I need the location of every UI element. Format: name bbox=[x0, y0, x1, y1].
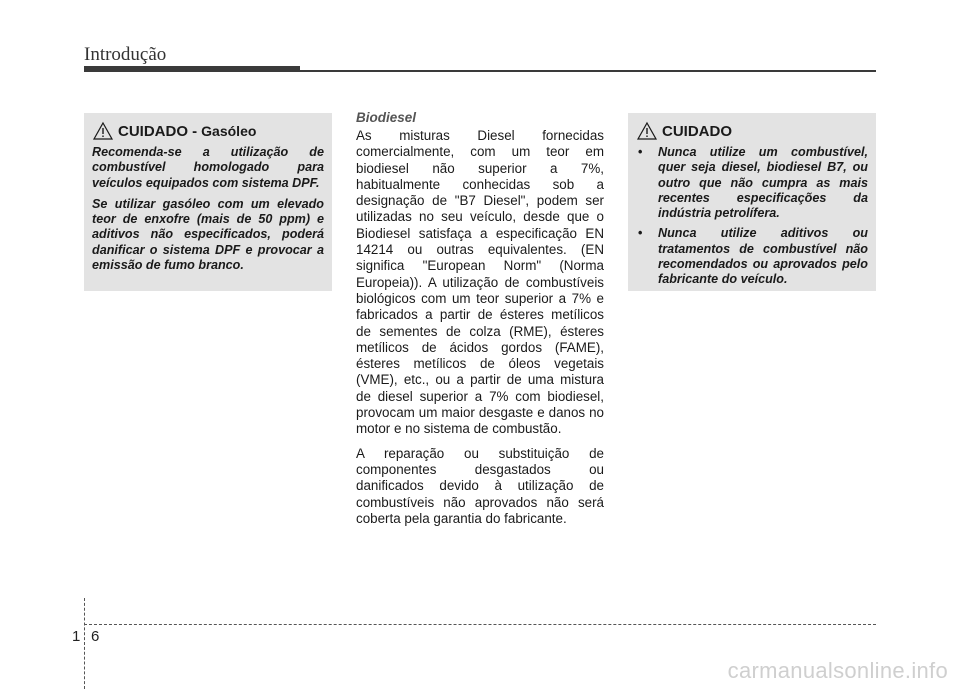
caution-title: CUIDADO - bbox=[118, 122, 198, 140]
caution-subtitle: Gasóleo bbox=[201, 123, 257, 139]
caution-header bbox=[636, 121, 868, 141]
caution-bullet-list bbox=[636, 145, 868, 288]
caution-paragraph: Recomenda-se a utilização de combustível homologado para veículos equipados com sistema DPF. bbox=[92, 145, 324, 190]
footer-rule bbox=[84, 624, 876, 625]
caution-box-general bbox=[628, 113, 876, 291]
caution-header bbox=[92, 121, 324, 141]
body-paragraph: As misturas Diesel fornecidas comercialmente, com um teor em biodiesel não superior a 7%, habitualmente conhecidas sob a designação de "B7 Diesel", podem ser utilizadas no seu veículo, desde que o Biodiesel satisfaça a especificação EN 14214 ou outras equivalentes. (EN significa "European Norm" (Norma Europeia)). A utilização de combustíveis biológicos com um teor superior a 7% e fabricados a partir de ésteres metílicos de sementes de colza (RME), ésteres metílicos de ácidos gordos (FAME), ésteres metílicos de óleos vegetais (VME), etc., ou a partir de uma mistura de diesel superior a 7% com biodiesel, provocam um maior desgaste e danos no motor e no sistema de combustão. bbox=[356, 128, 604, 437]
footer-divider bbox=[84, 598, 85, 689]
chapter-number: 1 bbox=[72, 628, 81, 645]
header-rule-thick bbox=[84, 66, 300, 72]
page-header-title: Introdução bbox=[84, 44, 167, 65]
warning-triangle-icon bbox=[92, 121, 114, 141]
body-paragraph: A reparação ou substituição de componentes desgastados ou danificados devido à utilização de combustíveis não aprovados não será coberta pela garantia do fabricante. bbox=[356, 445, 604, 526]
caution-title: CUIDADO bbox=[662, 122, 732, 140]
caution-box-gasoleo bbox=[84, 113, 332, 291]
bullet-icon: • bbox=[638, 226, 643, 241]
watermark-text: carmanualsonline.info bbox=[727, 658, 948, 683]
page-number: 6 bbox=[91, 628, 100, 645]
warning-triangle-icon bbox=[636, 121, 658, 141]
list-item bbox=[636, 145, 868, 221]
caution-paragraph: Se utilizar gasóleo com um elevado teor de enxofre (mais de 50 ppm) e aditivos não especificados, poderá danificar o sistema DPF e provocar a emissão de fumo branco. bbox=[92, 196, 324, 273]
header-rule-thin bbox=[300, 70, 876, 72]
bullet-icon: • bbox=[638, 145, 643, 159]
bullet-text: Nunca utilize aditivos ou tratamentos de combustível não recomendados ou aprovados pelo fabricante do veículo. bbox=[658, 226, 868, 287]
section-heading: Biodiesel bbox=[356, 110, 417, 125]
biodiesel-section bbox=[356, 110, 604, 535]
list-item bbox=[636, 226, 868, 287]
bullet-text: Nunca utilize um combustível, quer seja diesel, biodiesel B7, ou outro que não cumpra as mais recentes especificações da indústria petrolífera. bbox=[658, 145, 868, 221]
